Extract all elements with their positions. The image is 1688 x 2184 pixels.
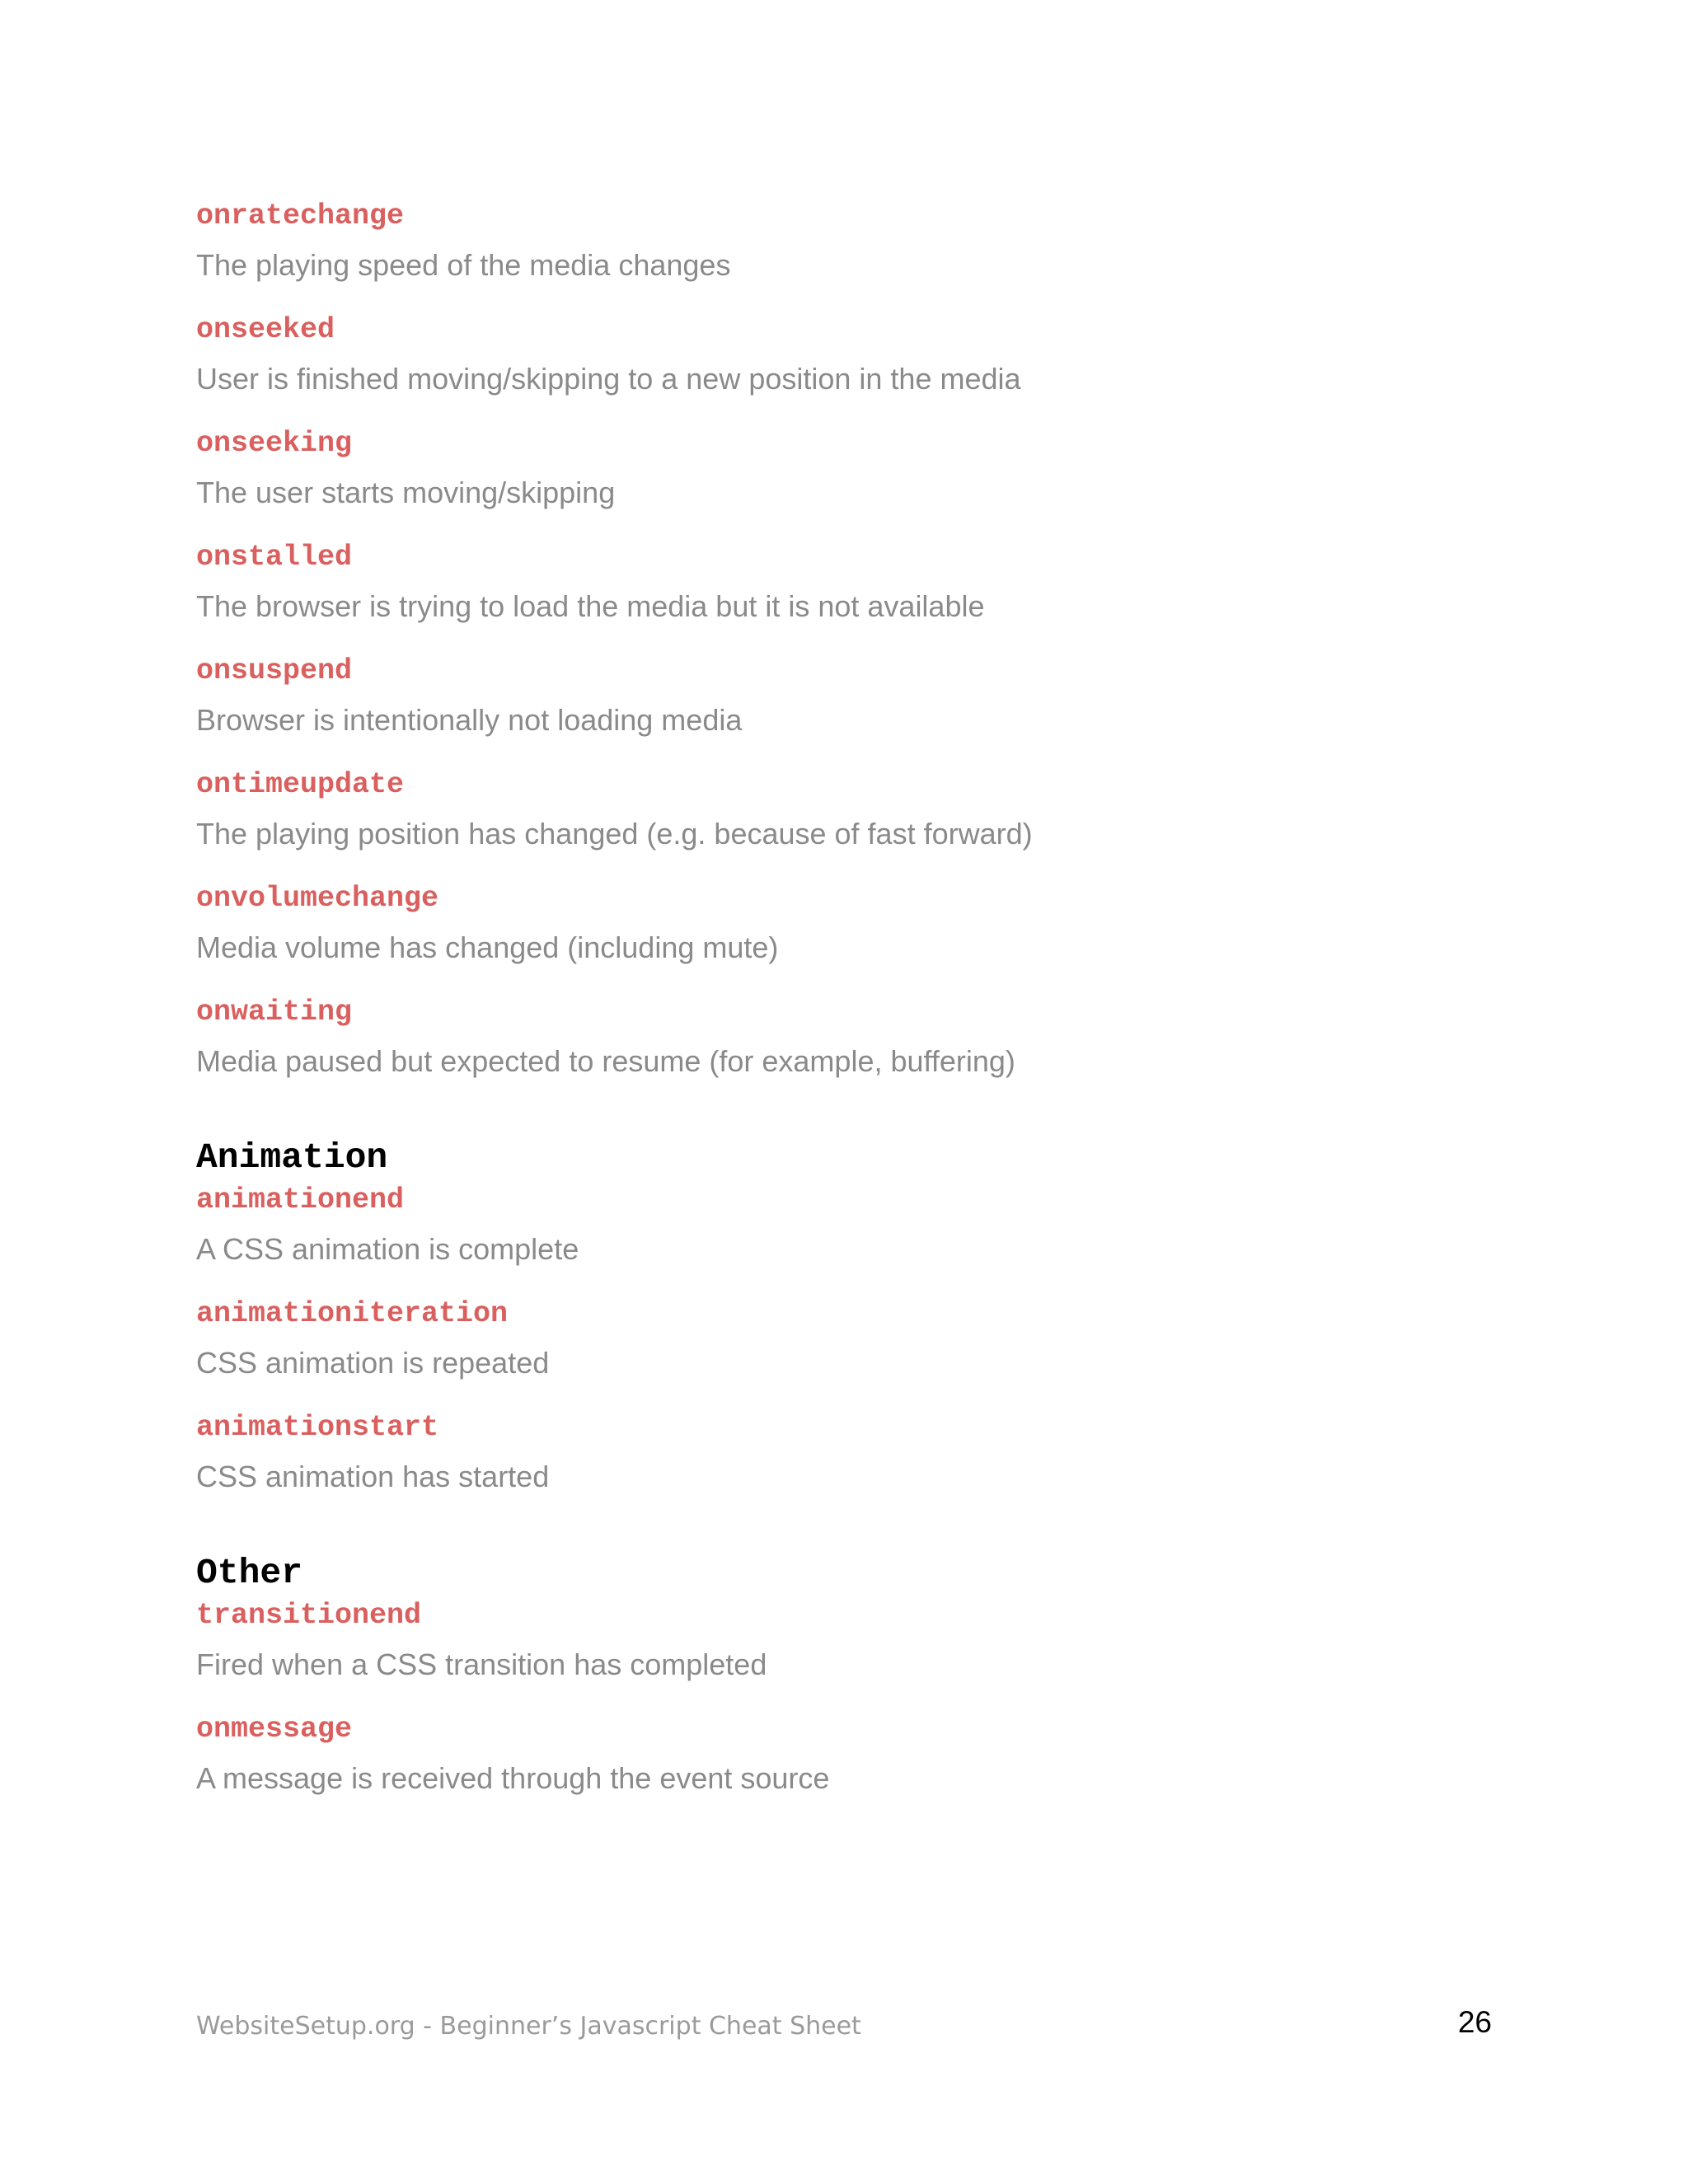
event-entry xyxy=(196,424,1492,513)
event-description: The playing position has changed (e.g. because of fast forward) xyxy=(196,817,1033,851)
event-description: User is finished moving/skipping to a new position in the media xyxy=(196,362,1021,396)
page-number: 26 xyxy=(1457,2005,1492,2039)
event-description: A message is received through the event source xyxy=(196,1761,830,1795)
event-entry xyxy=(196,196,1492,285)
event-description: A CSS animation is complete xyxy=(196,1232,579,1266)
media-events-list xyxy=(196,196,1492,1081)
event-description: CSS animation has started xyxy=(196,1460,550,1493)
event-entry xyxy=(196,1180,1492,1269)
event-name: onvolumechange xyxy=(196,882,439,915)
event-description: Media paused but expected to resume (for example, buffering) xyxy=(196,1044,1015,1078)
event-entry xyxy=(196,310,1492,399)
event-description: The user starts moving/skipping xyxy=(196,476,616,509)
event-entry xyxy=(196,1408,1492,1497)
event-description: The playing speed of the media changes xyxy=(196,248,731,282)
document-page xyxy=(196,0,1492,2184)
footer-text: WebsiteSetup.org - Beginner’s Javascript Cheat Sheet xyxy=(196,2012,861,2041)
event-description: The browser is trying to load the media but it is not available xyxy=(196,589,985,623)
event-entry xyxy=(196,651,1492,740)
event-name: onstalled xyxy=(196,541,353,574)
event-entry xyxy=(196,1709,1492,1798)
page-footer xyxy=(196,2005,1492,2050)
section-title: Other xyxy=(196,1553,303,1593)
event-entry xyxy=(196,765,1492,854)
event-name: onseeked xyxy=(196,313,335,346)
section-events-list xyxy=(196,1596,1492,1798)
event-entry xyxy=(196,992,1492,1081)
section-title: Animation xyxy=(196,1137,388,1178)
event-entry xyxy=(196,1294,1492,1383)
section-animation xyxy=(196,1134,1492,1497)
event-description: Media volume has changed (including mute) xyxy=(196,930,779,964)
event-name: animationend xyxy=(196,1183,405,1216)
event-name: onmessage xyxy=(196,1713,353,1746)
event-name: animationiteration xyxy=(196,1297,509,1330)
event-name: transitionend xyxy=(196,1599,422,1632)
event-name: onseeking xyxy=(196,427,353,460)
event-entry xyxy=(196,537,1492,626)
event-name: ontimeupdate xyxy=(196,768,405,801)
event-name: animationstart xyxy=(196,1411,439,1444)
section-events-list xyxy=(196,1180,1492,1497)
event-entry xyxy=(196,1596,1492,1685)
page-content xyxy=(196,196,1492,1798)
event-description: CSS animation is repeated xyxy=(196,1346,550,1380)
event-name: onsuspend xyxy=(196,654,353,687)
event-description: Fired when a CSS transition has completed xyxy=(196,1647,767,1681)
event-name: onratechange xyxy=(196,199,405,232)
section-other xyxy=(196,1549,1492,1798)
event-entry xyxy=(196,879,1492,968)
event-description: Browser is intentionally not loading media xyxy=(196,703,743,737)
event-name: onwaiting xyxy=(196,996,353,1029)
